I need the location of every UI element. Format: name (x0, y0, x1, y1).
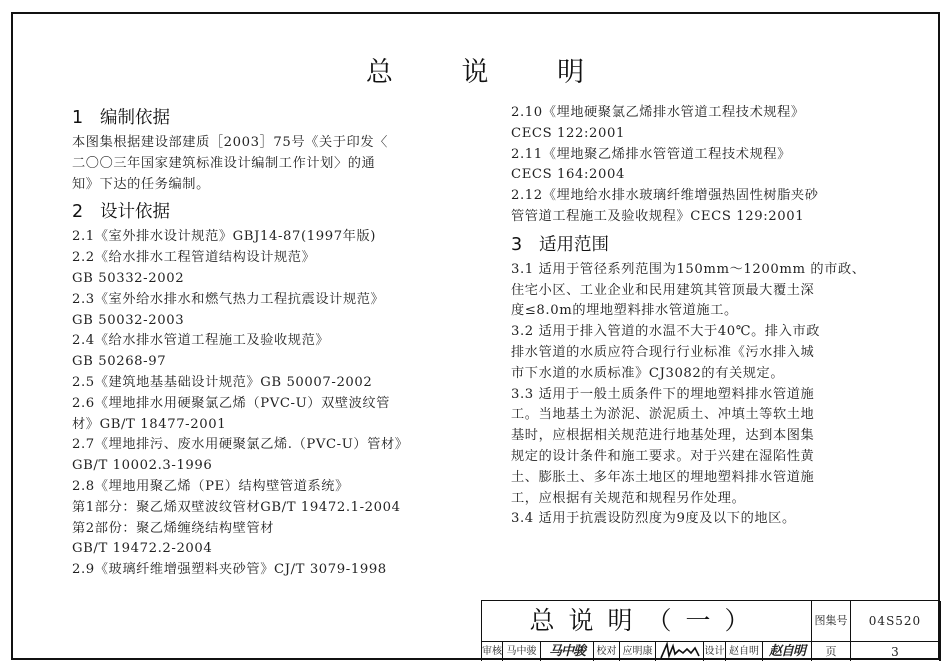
paragraph-line: 3.1 适用于管径系列范围为150mm～1200mm 的市政、 (511, 261, 866, 277)
paragraph-line: 市下水道的水质标准》CJ3082的有关规定。 (511, 365, 785, 381)
reference-line: 2.3《室外给水排水和燃气热力工程抗震设计规范》 (72, 291, 385, 307)
section-number: 3 (511, 234, 523, 255)
section-title: 编制依据 (100, 108, 170, 128)
section-heading-1 (72, 105, 472, 131)
check-label: 校对 (594, 641, 620, 661)
section-heading-3 (511, 232, 911, 258)
drawing-title: 总说明（一） (482, 601, 812, 641)
design-label: 设计 (704, 641, 726, 661)
paragraph-line: 3.3 适用于一般土质条件下的埋地塑料排水管道施 (511, 386, 815, 402)
checker-name: 应明康 (620, 641, 656, 661)
paragraph-line: 二〇〇三年国家建筑标准设计编制工作计划〉的通 (72, 155, 376, 171)
paragraph-line: 工。当地基土为淤泥、淤泥质土、冲填土等软土地 (511, 407, 815, 423)
paragraph-line: 土、膨胀土、多年冻土地区的埋地塑料排水管道施 (511, 469, 815, 485)
reference-line: GB/T 19472.2-2004 (72, 541, 213, 557)
reference-line: 2.6《埋地排水用硬聚氯乙烯（PVC-U）双壁波纹管 (72, 395, 391, 411)
reference-line: 2.8《埋地用聚乙烯（PE）结构壁管道系统》 (72, 478, 349, 494)
reference-line: 管管道工程施工及验收规程》CECS 129:2001 (511, 208, 805, 224)
designer-signature: 赵自明 (763, 641, 812, 661)
section-number: 2 (72, 202, 84, 223)
reference-line: 2.10《埋地硬聚氯乙烯排水管道工程技术规程》 (511, 105, 805, 120)
review-label: 审核 (482, 641, 503, 661)
atlas-number: 04S520 (851, 601, 941, 641)
reference-line: GB 50268-97 (72, 354, 167, 370)
designer-name: 赵自明 (726, 641, 763, 661)
reference-line: 2.4《给水排水管道工程施工及验收规范》 (72, 333, 330, 349)
reviewer-signature: 马中骏 (541, 641, 594, 661)
paragraph-line: 3.4 适用于抗震设防烈度为9度及以下的地区。 (511, 511, 796, 527)
reference-line: 2.11《埋地聚乙烯排水管管道工程技术规程》 (511, 146, 791, 162)
reference-line: CECS 122:2001 (511, 125, 626, 141)
page-number: 3 (851, 641, 941, 661)
reference-line: 2.5《建筑地基基础设计规范》GB 50007-2002 (72, 374, 373, 390)
reference-line: CECS 164:2004 (511, 167, 626, 183)
atlas-number-label: 图集号 (812, 601, 851, 641)
left-column (72, 103, 472, 581)
reference-line: 2.1《室外排水设计规范》GBJ14-87(1997年版) (72, 229, 377, 245)
reference-line: 第1部分：聚乙烯双壁波纹管材GB/T 19472.1-2004 (72, 499, 401, 515)
reference-line: 2.2《给水排水工程管道结构设计规范》 (72, 250, 316, 266)
paragraph-line: 本图集根据建设部建质［2003］75号《关于印发〈 (72, 135, 388, 150)
title-block (481, 600, 940, 661)
section-heading-2 (72, 199, 472, 225)
reference-line: 2.9《玻璃纤维增强塑料夹砂管》CJ/T 3079-1998 (72, 562, 387, 578)
section-title: 设计依据 (100, 202, 170, 223)
reference-line: 2.7《埋地排污、废水用硬聚氯乙烯.（PVC-U）管材》 (72, 437, 409, 453)
paragraph-line: 基时，应根据相关规范进行地基处理，达到本图集 (511, 428, 815, 444)
reference-line: 材》GB/T 18477-2001 (72, 416, 227, 432)
reviewer-name: 马中骏 (503, 641, 541, 661)
section-title: 适用范围 (539, 234, 609, 255)
right-column (511, 103, 911, 530)
paragraph-line: 规定的设计条件和施工要求。对于兴建在湿陷性黄 (511, 448, 815, 464)
checker-signature (656, 641, 704, 661)
paragraph-line: 排水管道的水质应符合现行行业标准《污水排入城 (511, 344, 815, 360)
reference-line: GB 50032-2003 (72, 312, 185, 328)
paragraph-line: 知》下达的任务编制。 (72, 176, 210, 192)
reference-line: GB 50332-2002 (72, 270, 185, 286)
reference-line: GB/T 10002.3-1996 (72, 458, 213, 474)
paragraph-line: 工，应根据有关规范和规程另作处理。 (511, 490, 746, 506)
signature-scribble-icon (657, 642, 703, 660)
paragraph-line: 3.2 适用于排入管道的水温不大于40℃。排入市政 (511, 324, 821, 340)
reference-line: 2.12《埋地给水排水玻璃纤维增强热固性树脂夹砂 (511, 188, 819, 204)
paragraph-line: 住宅小区、工业企业和民用建筑其管顶最大覆土深 (511, 282, 815, 298)
reference-line: 第2部份：聚乙烯缠绕结构壁管材 (72, 520, 275, 536)
page-label: 页 (812, 641, 851, 661)
page-title: 总 说 明 (365, 57, 615, 88)
paragraph-line: 度≤8.0m的埋地塑料排水管道施工。 (511, 303, 738, 319)
section-number: 1 (72, 108, 84, 128)
